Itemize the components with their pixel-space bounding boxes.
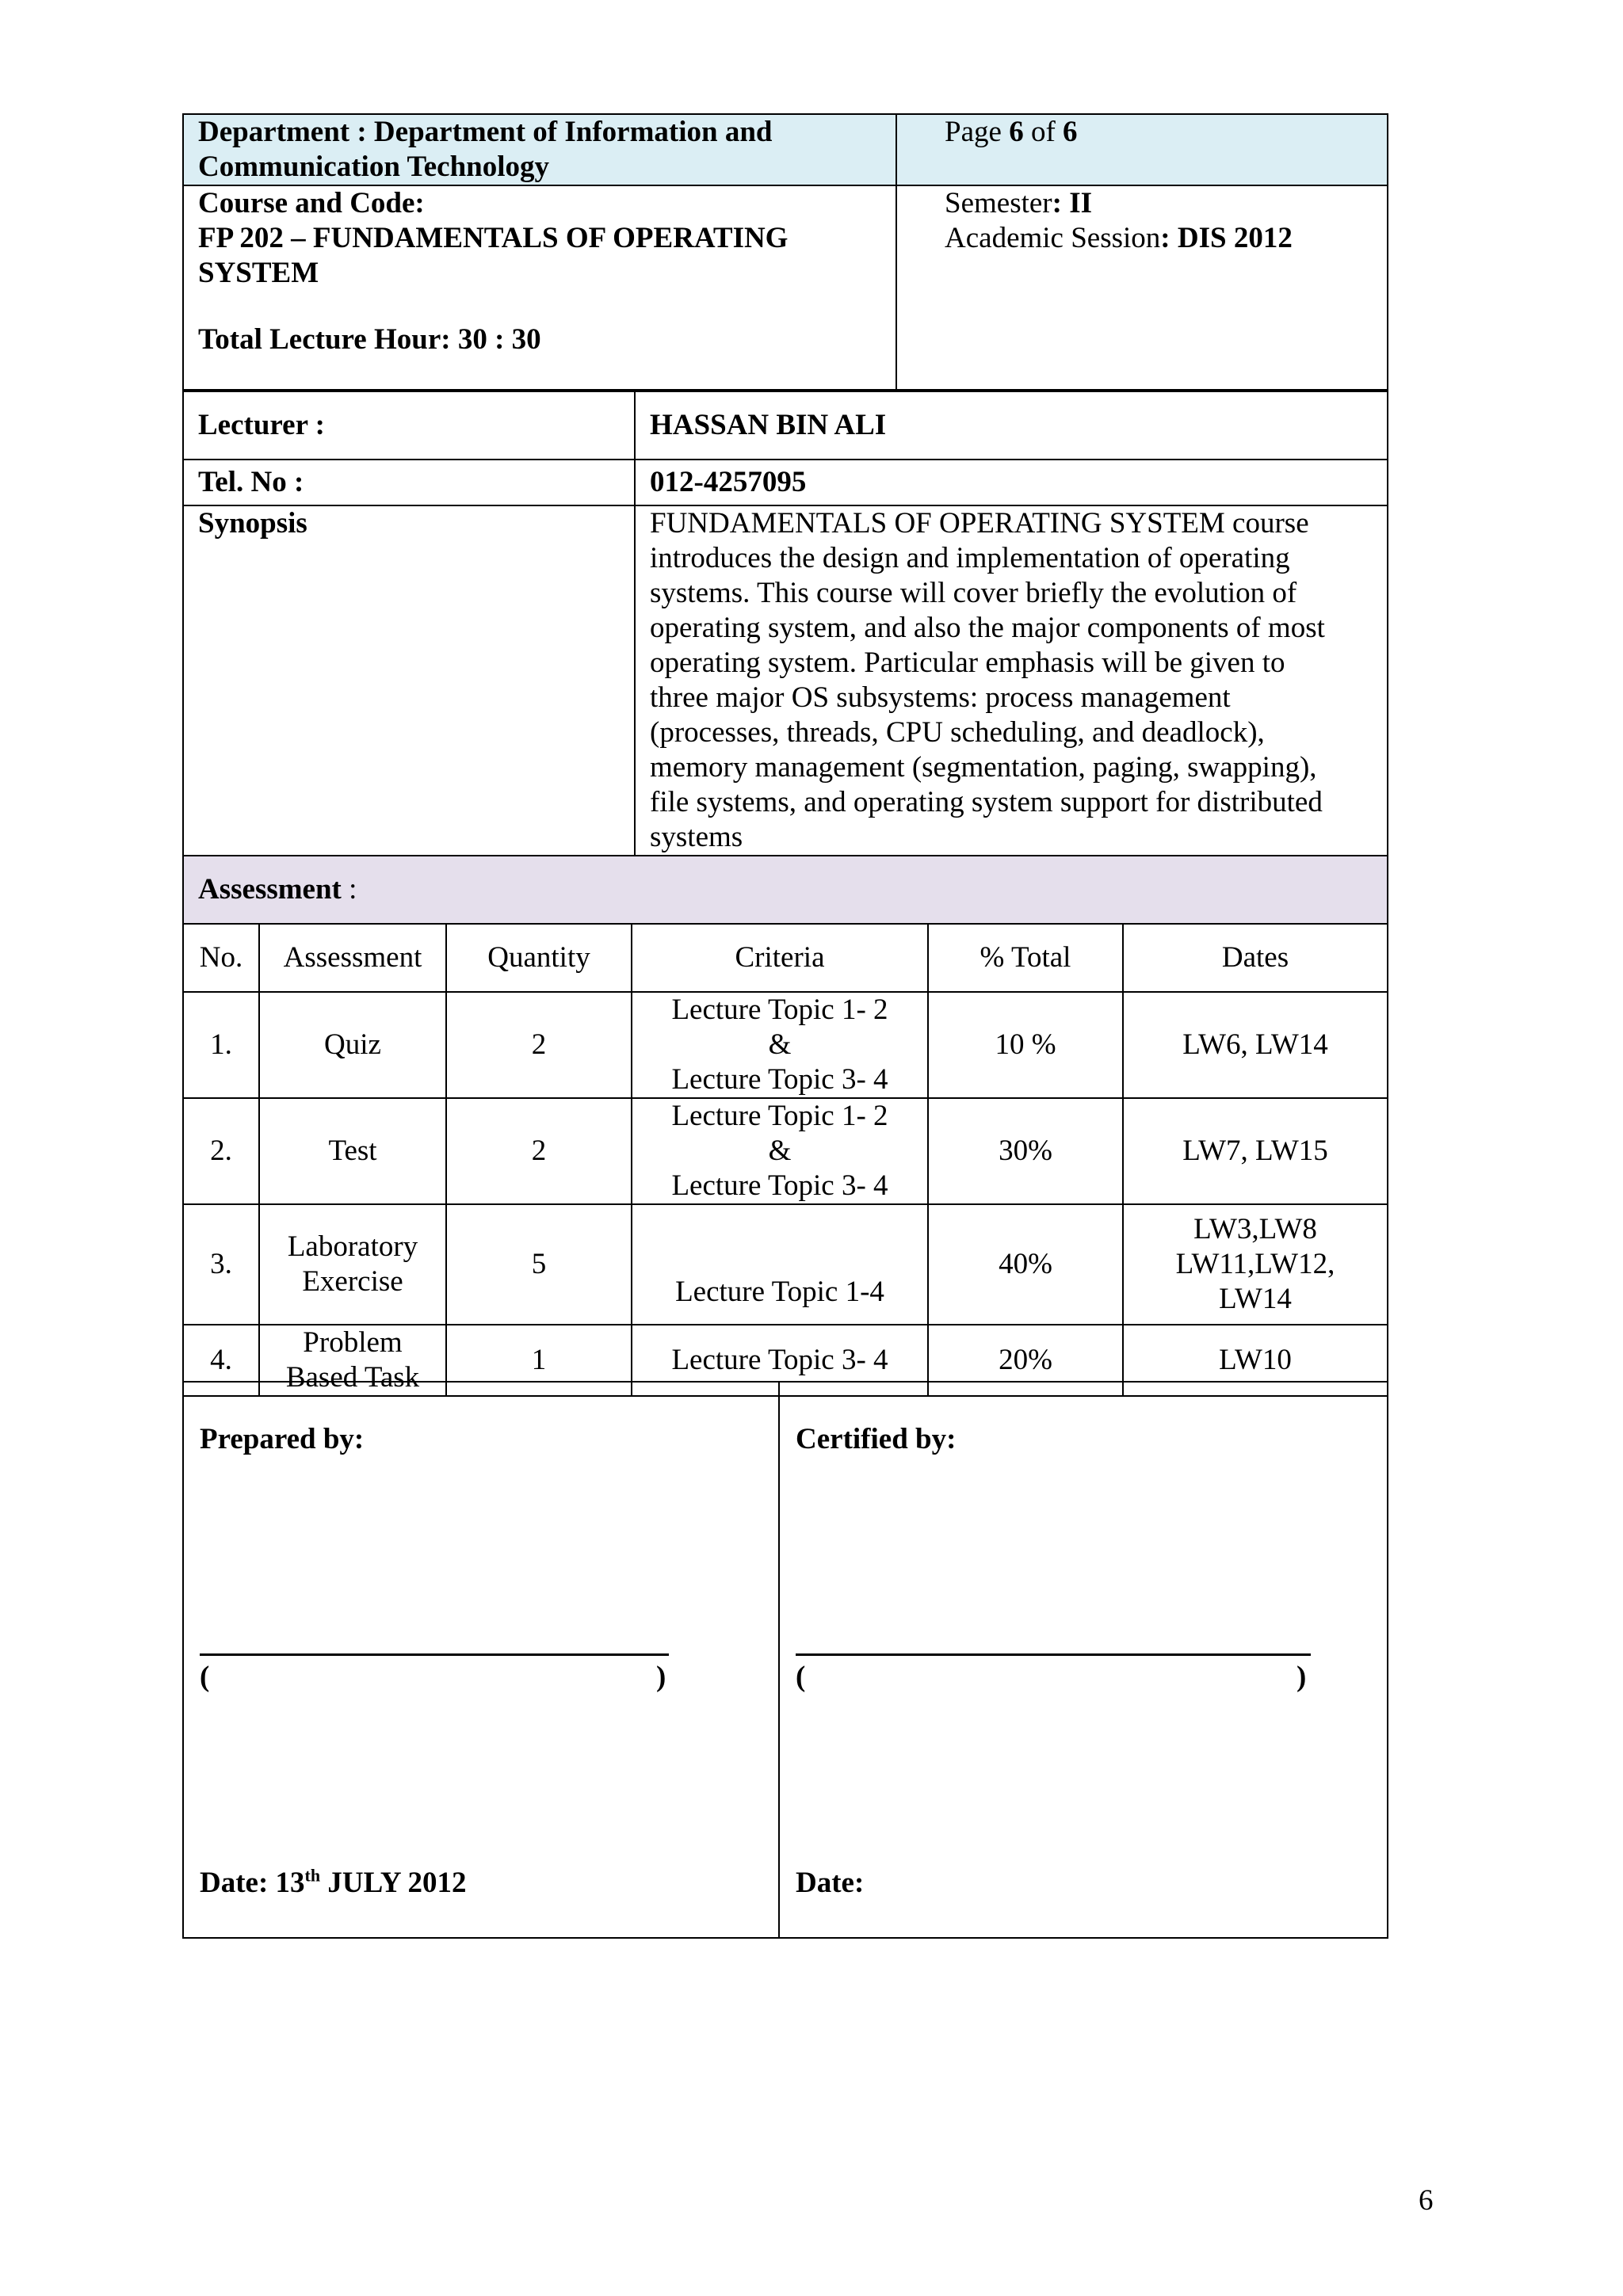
assessment-table: [182, 923, 1388, 1397]
cell-assessment: [259, 1098, 446, 1204]
synopsis-label: Synopsis: [183, 505, 635, 856]
course-name: FP 202 – FUNDAMENTALS OF OPERATING SYSTEM: [198, 222, 789, 289]
synopsis-text: [635, 505, 1388, 856]
name-paren-open: (: [200, 1661, 210, 1693]
cell-line: Lecture Topic 1- 2: [671, 994, 888, 1026]
certified-date: Date:: [796, 1867, 865, 1899]
synopsis-line: (processes, threads, CPU scheduling, and deadlock),: [650, 716, 1265, 749]
cell-line: Laboratory: [287, 1230, 418, 1263]
cell-criteria: [632, 1098, 928, 1204]
table-row: [183, 992, 1388, 1098]
table-row: [183, 1204, 1388, 1325]
cell-quantity: 2: [446, 1098, 632, 1204]
session-value: : DIS 2012: [1160, 222, 1293, 254]
cell-total: 10 %: [928, 992, 1123, 1098]
cell-assessment: [259, 1204, 446, 1325]
assessment-colon: :: [341, 873, 357, 906]
cell-no: 2.: [183, 1098, 259, 1204]
page-prefix: Page: [945, 116, 1010, 148]
cell-line: Lecture Topic 3- 4: [671, 1063, 888, 1096]
column-header: Dates: [1123, 924, 1388, 992]
synopsis-line: file systems, and operating system support for distributed: [650, 786, 1323, 818]
cell-no: 3.: [183, 1204, 259, 1325]
cell-assessment: [259, 992, 446, 1098]
tel-label: Tel. No :: [183, 460, 635, 505]
cell-line: LW3,LW8: [1193, 1213, 1317, 1245]
column-header: No.: [183, 924, 259, 992]
cell-criteria: [632, 1204, 928, 1325]
cell-line: &: [768, 1135, 792, 1167]
column-header: Assessment: [259, 924, 446, 992]
page-indicator-cell: [896, 114, 1388, 185]
assessment-label: Assessment: [198, 873, 342, 906]
cell-quantity: 2: [446, 992, 632, 1098]
date-suffix: JULY 2012: [320, 1867, 467, 1899]
cell-line: Lecture Topic 3- 4: [671, 1344, 888, 1376]
assessment-heading: [183, 856, 1388, 924]
column-header: Criteria: [632, 924, 928, 992]
column-header: Quantity: [446, 924, 632, 992]
synopsis-line: systems. This course will cover briefly the evolution of: [650, 577, 1297, 609]
cell-line: &: [768, 1028, 792, 1061]
cell-quantity: 1: [446, 1325, 632, 1396]
cell-line: Test: [328, 1135, 377, 1167]
cell-line: Exercise: [302, 1265, 403, 1298]
course-label: Course and Code:: [198, 187, 425, 219]
semester-cell: [896, 185, 1388, 390]
synopsis-line: operating system. Particular emphasis will be given to: [650, 646, 1285, 679]
cell-quantity: 5: [446, 1204, 632, 1325]
synopsis-line: introduces the design and implementation of operating: [650, 542, 1290, 574]
page-of: of: [1023, 116, 1064, 148]
synopsis-line: systems: [650, 821, 743, 853]
date-prefix: Date: 13: [200, 1867, 305, 1899]
name-paren-open: (: [796, 1661, 806, 1693]
course-cell: [183, 185, 896, 390]
semester-label: Semester: [945, 187, 1052, 219]
synopsis-line: FUNDAMENTALS OF OPERATING SYSTEM course: [650, 507, 1309, 540]
cell-dates: [1123, 992, 1388, 1098]
date-ordinal: th: [304, 1865, 321, 1886]
department-label: Department : Department of Information and Communication Technology: [198, 116, 773, 183]
department-cell: [183, 114, 896, 185]
synopsis-line: three major OS subsystems: process management: [650, 681, 1231, 714]
course-header-table: [182, 113, 1388, 391]
page-current: 6: [1009, 116, 1024, 148]
cell-line: Lecture Topic 3- 4: [671, 1169, 888, 1202]
cell-line: Lecture Topic 1- 2: [671, 1100, 888, 1132]
cell-line: LW6, LW14: [1182, 1028, 1328, 1061]
synopsis-line: memory management (segmentation, paging, swapping),: [650, 751, 1317, 784]
table-header-row: [183, 924, 1388, 992]
certified-by-label: Certified by:: [796, 1423, 957, 1455]
synopsis-line: operating system, and also the major components of most: [650, 612, 1325, 644]
cell-total: 40%: [928, 1204, 1123, 1325]
signature-line: [200, 1653, 669, 1656]
lecturer-label: Lecturer :: [183, 391, 635, 460]
cell-no: 1.: [183, 992, 259, 1098]
lecture-hour: Total Lecture Hour: 30 : 30: [198, 323, 541, 356]
name-paren-close: ): [656, 1661, 666, 1693]
cell-total: 20%: [928, 1325, 1123, 1396]
session-label: Academic Session: [945, 222, 1161, 254]
cell-no: 4.: [183, 1325, 259, 1396]
lecturer-value: HASSAN BIN ALI: [635, 391, 1388, 460]
cell-criteria: [632, 992, 928, 1098]
semester-value: : II: [1052, 187, 1092, 219]
signature-line: [796, 1653, 1311, 1656]
name-paren-close: ): [1296, 1661, 1307, 1693]
cell-dates: [1123, 1204, 1388, 1325]
column-header: % Total: [928, 924, 1123, 992]
signature-table: [182, 1381, 1388, 1939]
cell-dates: [1123, 1098, 1388, 1204]
cell-line: LW14: [1219, 1283, 1292, 1315]
prepared-by-cell: [183, 1382, 779, 1938]
cell-total: 30%: [928, 1098, 1123, 1204]
certified-by-cell: [779, 1382, 1388, 1938]
cell-line: LW10: [1219, 1344, 1292, 1376]
tel-value: 012-4257095: [635, 460, 1388, 505]
prepared-by-label: Prepared by:: [200, 1423, 365, 1455]
cell-line: Based Task: [285, 1361, 420, 1394]
cell-line: Problem: [303, 1326, 403, 1359]
cell-line: Quiz: [324, 1028, 381, 1061]
page-total: 6: [1063, 116, 1078, 148]
course-info-table: [182, 391, 1388, 925]
cell-line: LW7, LW15: [1182, 1135, 1328, 1167]
table-row: [183, 1098, 1388, 1204]
cell-line: LW11,LW12,: [1175, 1248, 1335, 1280]
prepared-date: [200, 1866, 466, 1901]
cell-line: Lecture Topic 1-4: [675, 1276, 884, 1308]
page-number: 6: [1419, 2184, 1434, 2217]
